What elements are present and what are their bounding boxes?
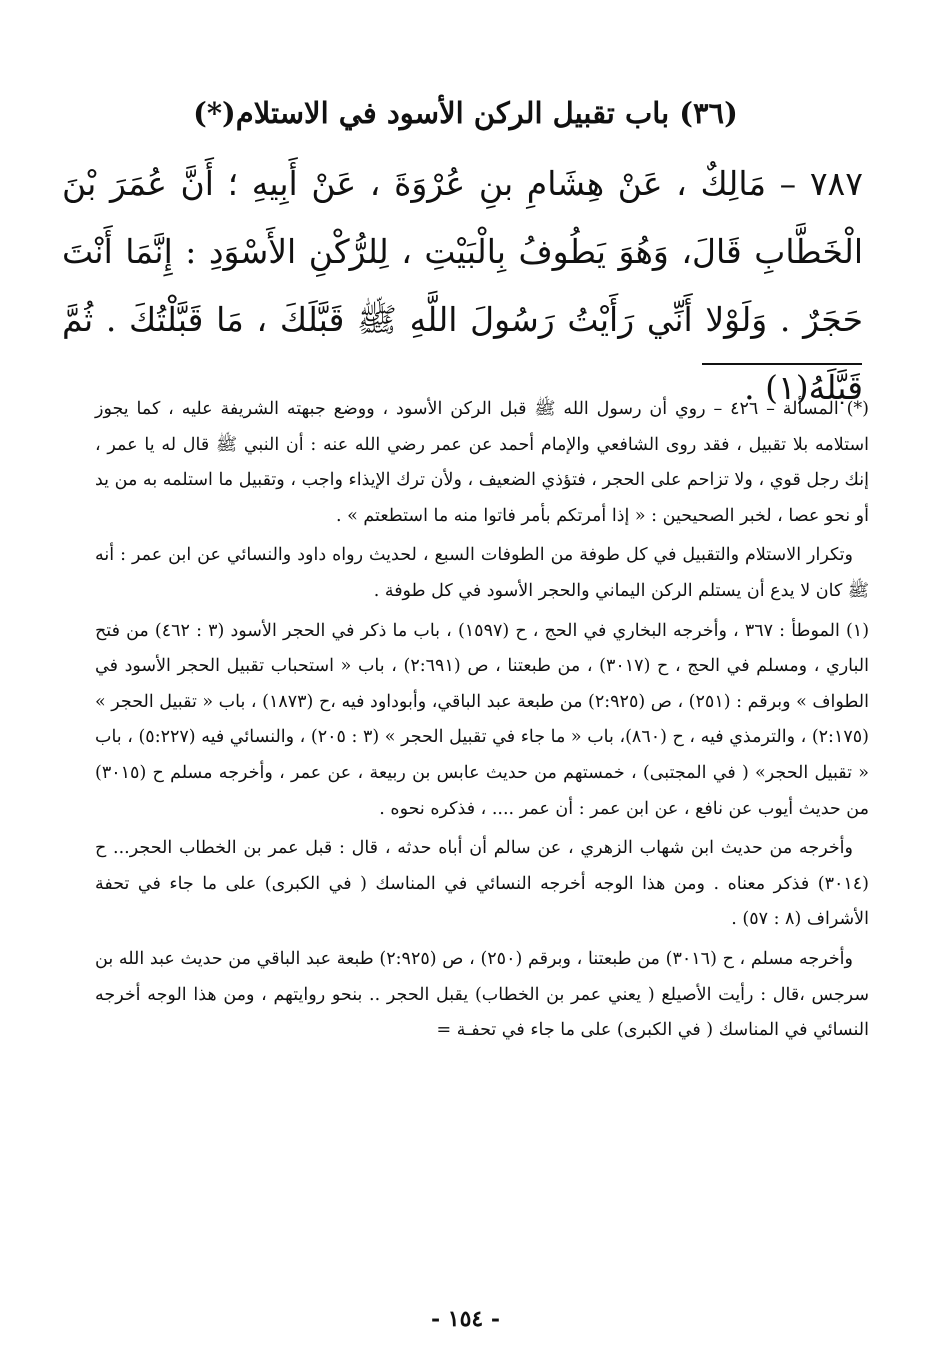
hadith-text xyxy=(62,150,863,422)
page-number: - ١٥٤ - xyxy=(430,1306,501,1332)
hadith-paragraph: ٧٨٧ – مَالِكٌ ، عَنْ هِشَامِ بنِ عُرْوَةَ ، عَنْ أَبِيهِ ؛ أَنَّ عُمَرَ بْنَ الْخَطَّابِ قَالَ، وَهُوَ يَطُوفُ بِالْبَيْتِ ، لِلرُّكْنِ الأَسْوَدِ : إِنَّمَا أَنْتَ حَجَرٌ . وَلَوْلا أَنِّي رَأَيْتُ رَسُولَ اللَّهِ ﷺ قَبَّلَكَ ، مَا قَبَّلْتُكَ . ثُمَّ قَبَّلَهُ(١) . xyxy=(62,164,864,407)
footnote-issue: (*) المسألة – ٤٢٦ – روي أن رسول الله ﷺ قبل الركن الأسود ، ووضع جبهته الشريفة عليه ، كما يجوز استلامه بلا تقبيل ، فقد روى الشافعي والإمام أحمد عن عمر رضي الله عنه : أن النبي ﷺ قال له يا عمر ، إنك رجل قوي ، ولا تزاحم على الحجر ، فتؤذي الضعيف ، ولأن ترك الإيذاء واجب ، وتقبيل ما استلمه به من يد أو نحو عصا ، لخبر الصحيحين : « إذا أمرتكم بأمر فاتوا منه ما استطعتم » . xyxy=(95,399,869,526)
footnote-1-continued: وأخرجه من حديث ابن شهاب الزهري ، عن سالم أن أباه حدثه ، قال : قبل عمر بن الخطاب الحجر... ح (٣٠١٤) فذكر معناه . ومن هذا الوجه أخرجه النسائي في المناسك ( في الكبرى) على ما جاء في تحفة الأشراف (٨ : ٥٧) . xyxy=(95,838,869,930)
chapter-title: (٣٦) باب تقبيل الركن الأسود في الاستلام(*) xyxy=(193,96,738,130)
footnote-1: (١) الموطأ : ٣٦٧ ، وأخرجه البخاري في الحج ، ح (١٥٩٧) ، باب ما ذكر في الحجر الأسود (٣ : ٤٦٢) من فتح الباري ، ومسلم في الحج ، ح (٣٠١٧) ، من طبعتنا ، ص (٢:٦٩١) ، باب « استحباب تقبيل الحجر الأسود في الطواف » وبرقم : (٢٥١) ، ص (٢:٩٢٥) من طبعة عبد الباقي، وأبوداود فيه ،ح (١٨٧٣) ، باب « تقبيل الحجر » (٢:١٧٥) ، والترمذي فيه ، ح (٨٦٠)، باب « ما جاء في تقبيل الحجر » (٣ : ٢٠٥) ، والنسائي فيه (٥:٢٢٧) ، باب « تقبيل الحجر» ( في المجتبى) ، خمستهم من حديث عابس بن ربيعة ، عن عمر ، وأخرجه مسلم ح (٣٠١٥) من حديث أيوب عن نافع ، عن ابن عمر : أن عمر .... ، فذكره نحوه . xyxy=(95,620,870,819)
footnote-issue-continued: وتكرار الاستلام والتقبيل في كل طوفة من الطوفات السبع ، لحديث رواه داود والنسائي عن ابن عمر : أنه ﷺ كان لا يدع أن يستلم الركن اليماني والحجر الأسود في كل طوفة . xyxy=(95,545,869,601)
footnote-1-continued-2: وأخرجه مسلم ، ح (٣٠١٦) من طبعتنا ، وبرقم (٢٥٠) ، ص (٢:٩٢٥) طبعة عبد الباقي من حديث عبد الله بن سرجس ،قال : رأيت الأصيلع ( يعني عمر بن الخطاب) يقبل الحجر .. بنحو روايتهم ، ومن هذا الوجه أخرجه النسائي في المناسك ( في الكبرى) على ما جاء في تحفـة = xyxy=(95,948,869,1041)
footnotes xyxy=(95,392,869,1053)
footnote-separator xyxy=(702,363,862,365)
